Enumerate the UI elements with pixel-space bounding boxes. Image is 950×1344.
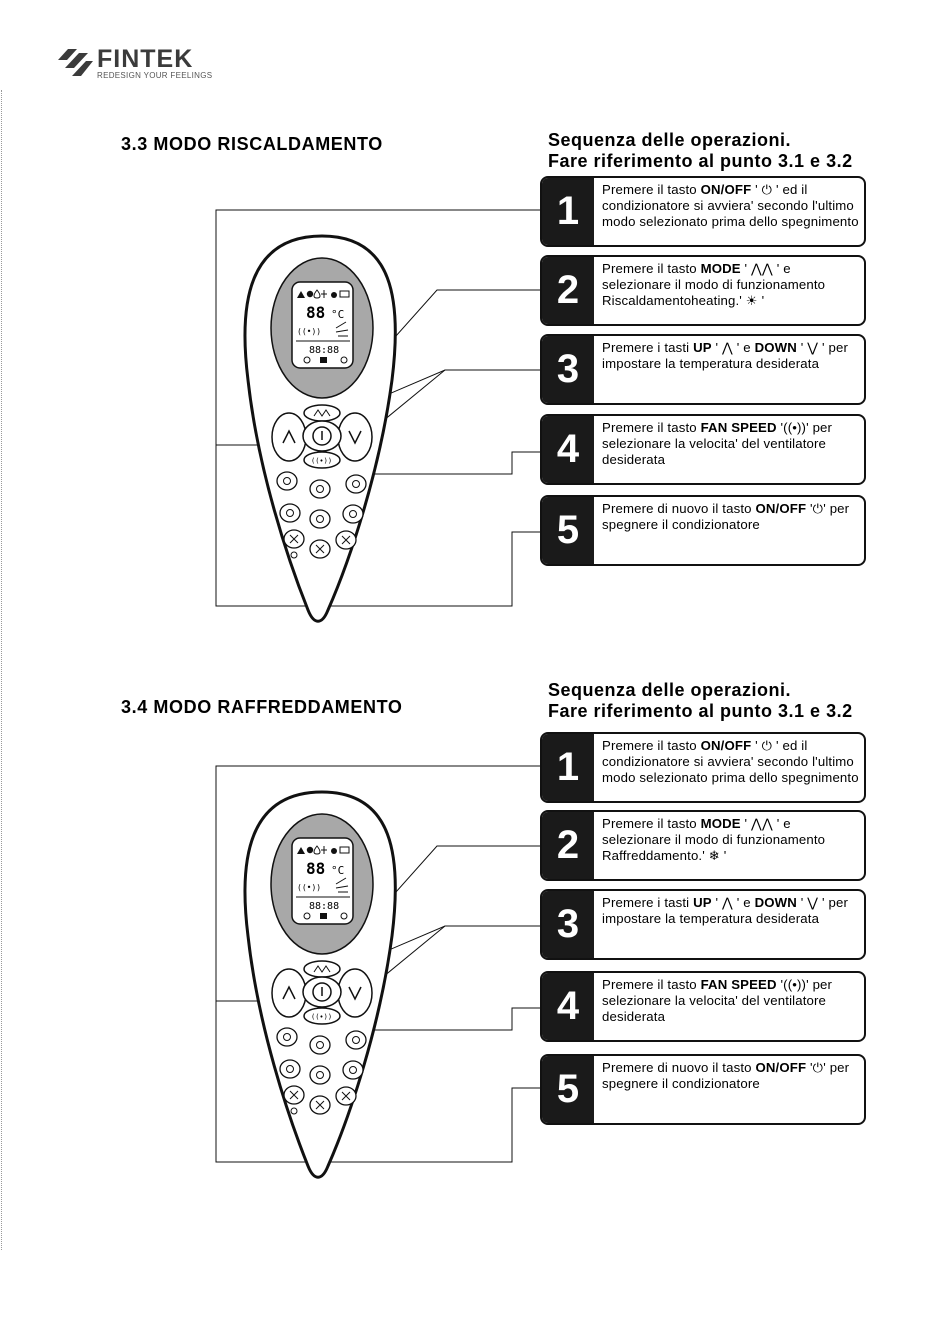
heat-mode-icon xyxy=(331,848,337,854)
section-title: 3.3 MODO RISCALDAMENTO xyxy=(121,134,383,154)
step-number: 1 xyxy=(542,178,594,245)
sequence-line-1: Sequenza delle operazioni. xyxy=(548,680,792,700)
step-number: 4 xyxy=(542,416,594,483)
step-number: 5 xyxy=(542,497,594,564)
fan-speed-icon: ((•)) xyxy=(311,457,333,465)
step-text-c: ' ⋁ ' per impostare la temperatura desiderata xyxy=(602,340,848,371)
mode-button xyxy=(304,405,340,421)
timer-off-button xyxy=(346,1031,366,1049)
step-text xyxy=(602,340,860,372)
lcd-temperature: 88 xyxy=(306,303,326,322)
step-text-b: '⏻' per spegnere il condizionatore xyxy=(602,501,850,532)
step-text-a: Premere il tasto xyxy=(602,738,701,753)
step-text xyxy=(602,816,860,864)
brand-name: FINTEK xyxy=(97,45,194,73)
step-text-a: Premere di nuovo il tasto xyxy=(602,1060,756,1075)
step-number: 3 xyxy=(542,891,594,958)
sleep-button xyxy=(310,1066,330,1084)
heat-mode-icon xyxy=(331,292,337,298)
step-number: 1 xyxy=(542,734,594,801)
step-key-2: DOWN xyxy=(754,895,797,910)
step-text xyxy=(602,977,860,1025)
timer-off-button xyxy=(346,475,366,493)
step-text-a: Premere il tasto xyxy=(602,182,701,197)
timer-on-button xyxy=(277,1028,297,1046)
step-text-a: Premere il tasto xyxy=(602,261,701,276)
step-text-b: '((•))' per selezionare la velocita' del ventilatore desiderata xyxy=(602,420,833,467)
fan-speed-icon: ((•)) xyxy=(311,1013,333,1021)
up-button xyxy=(272,413,306,461)
step-3 xyxy=(540,889,866,960)
step-text-b: '((•))' per selezionare la velocita' del ventilatore desiderata xyxy=(602,977,833,1024)
step-key: MODE xyxy=(700,261,741,276)
step-text-b: ' ⋀⋀ ' e selezionare il modo di funzionamento Riscaldamentoheating.' ☀ ' xyxy=(602,261,826,308)
step-text-b: ' ⏻ ' ed il condizionatore si avviera' secondo l'ultimo modo selezionato prima dello spegnimento xyxy=(602,738,859,785)
step-number: 3 xyxy=(542,336,594,403)
up-button xyxy=(272,969,306,1017)
step-key: MODE xyxy=(700,816,741,831)
step-5 xyxy=(540,1054,866,1125)
turbo-button xyxy=(343,505,363,523)
step-4 xyxy=(540,971,866,1042)
step-number: 2 xyxy=(542,812,594,879)
step-text xyxy=(602,1060,860,1092)
step-text-a: Premere di nuovo il tasto xyxy=(602,501,756,516)
step-key: ON/OFF xyxy=(755,1060,807,1075)
section-heating xyxy=(0,0,950,560)
step-key: ON/OFF xyxy=(755,501,807,516)
step-1 xyxy=(540,176,866,247)
step-text-a: Premere il tasto xyxy=(602,977,701,992)
sequence-line-2: Fare riferimento al punto 3.1 e 3.2 xyxy=(548,151,853,171)
step-text-b: ' ⋀ ' e xyxy=(711,895,755,910)
lcd-temperature: 88 xyxy=(306,859,326,878)
step-text xyxy=(602,738,860,786)
step-text-b: '⏻' per spegnere il condizionatore xyxy=(602,1060,850,1091)
remote-control xyxy=(245,792,395,1177)
down-button xyxy=(338,969,372,1017)
sleep-button xyxy=(310,510,330,528)
sequence-line-1: Sequenza delle operazioni. xyxy=(548,130,792,150)
step-text-a: Premere i tasti xyxy=(602,340,694,355)
step-key: UP xyxy=(693,340,712,355)
step-text xyxy=(602,261,860,309)
step-text-b: ' ⏻ ' ed il condizionatore si avviera' secondo l'ultimo modo selezionato prima dello spegnimento xyxy=(602,182,859,229)
step-number: 5 xyxy=(542,1056,594,1123)
step-number: 2 xyxy=(542,257,594,324)
step-text xyxy=(602,182,860,230)
down-button xyxy=(338,413,372,461)
step-3 xyxy=(540,334,866,405)
timer-on-button xyxy=(277,472,297,490)
step-4 xyxy=(540,414,866,485)
mode-button xyxy=(304,961,340,977)
step-key: UP xyxy=(693,895,712,910)
lcd-unit: °C xyxy=(331,864,345,877)
clock-button xyxy=(280,1060,300,1078)
step-2 xyxy=(540,810,866,881)
section-title: 3.4 MODO RAFFREDDAMENTO xyxy=(121,697,403,717)
step-number: 4 xyxy=(542,973,594,1040)
step-2 xyxy=(540,255,866,326)
lcd-unit: °C xyxy=(331,308,345,321)
step-text-c: ' ⋁ ' per impostare la temperatura desiderata xyxy=(602,895,848,926)
sequence-line-2: Fare riferimento al punto 3.1 e 3.2 xyxy=(548,701,853,721)
swing-button xyxy=(310,480,330,498)
step-key: FAN SPEED xyxy=(700,420,777,435)
step-key: ON/OFF xyxy=(700,182,752,197)
lcd-sleep-icon xyxy=(320,357,327,363)
section-cooling xyxy=(0,556,950,1116)
step-key: FAN SPEED xyxy=(700,977,777,992)
step-text-b: ' ⋀ ' e xyxy=(711,340,755,355)
lcd-sleep-icon xyxy=(320,913,327,919)
step-key: ON/OFF xyxy=(700,738,752,753)
step-text-b: ' ⋀⋀ ' e selezionare il modo di funzionamento Raffreddamento.' ❄ ' xyxy=(602,816,826,863)
step-1 xyxy=(540,732,866,803)
step-text-a: Premere il tasto xyxy=(602,816,701,831)
clock-button xyxy=(280,504,300,522)
lcd-fan-speed-icon: ((•)) xyxy=(297,883,322,892)
step-text xyxy=(602,420,860,468)
step-text-a: Premere i tasti xyxy=(602,895,694,910)
step-text xyxy=(602,501,860,533)
lcd-clock: 88:88 xyxy=(309,901,340,912)
lcd-fan-speed-icon: ((•)) xyxy=(297,327,322,336)
cool-mode-icon xyxy=(307,291,313,297)
brand-tagline: REDESIGN YOUR FEELINGS xyxy=(97,71,213,80)
cool-mode-icon xyxy=(307,847,313,853)
step-text-a: Premere il tasto xyxy=(602,420,701,435)
step-key-2: DOWN xyxy=(754,340,797,355)
swing-button xyxy=(310,1036,330,1054)
lcd-clock: 88:88 xyxy=(309,345,340,356)
turbo-button xyxy=(343,1061,363,1079)
step-text xyxy=(602,895,860,927)
